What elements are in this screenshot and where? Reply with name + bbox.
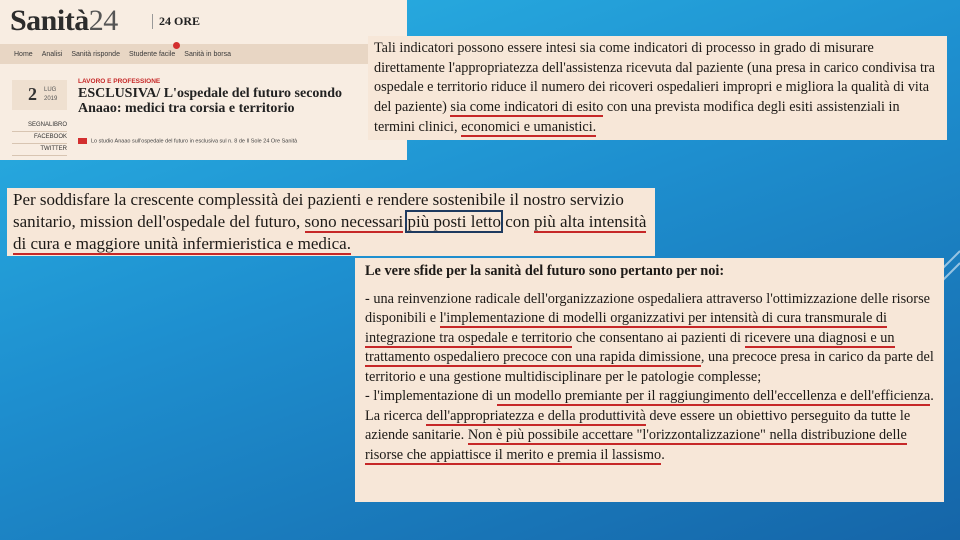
highlight-underline: dell'appropriatezza e della produttività bbox=[426, 407, 646, 424]
site-nav bbox=[0, 44, 384, 64]
facebook-link[interactable]: FACEBOOK bbox=[12, 132, 67, 144]
share-links bbox=[12, 120, 67, 156]
highlight-underline: l'implementazione di modelli organizzativi per intensità di cura transmurale di integrazione tra ospedale e territorio bbox=[365, 310, 888, 346]
quote-sfide bbox=[355, 258, 944, 502]
article-note: Lo studio Anaao sull'ospedale del futuro in esclusiva sul n. 8 de Il Sole 24 Ore Sanità bbox=[78, 138, 297, 144]
nav-item-sanita-risponde[interactable]: Sanità risponde bbox=[71, 50, 120, 58]
nav-item-home[interactable]: Home bbox=[14, 50, 33, 58]
quote-indicatori: Tali indicatori possono essere intesi sia come indicatori di processo in grado di misurare direttamente l'appropriatezza dell'assistenza ricevuta dal paziente (una presa in carico condivisa tra ospedale e territorio riduce il numero dei ricoveri ospedalieri impropri e migliora la qualità di vita del paziente) sia come indicatori di esito con una prevista modifica degli esiti assistenziali in termini clinici, economici e umanistici. bbox=[368, 36, 947, 140]
nav-item-sanita-in-borsa[interactable]: Sanità in borsa bbox=[184, 50, 231, 58]
highlight-underline: più alta intensità di cura e maggiore unità infermieristica e medica. bbox=[13, 212, 647, 253]
highlight-underline: ricevere una diagnosi e un trattamento ospedaliero precoce con una rapida dimissione bbox=[365, 329, 895, 365]
nav-item-analisi[interactable]: Analisi bbox=[41, 50, 63, 58]
article-headline[interactable]: ESCLUSIVA/ L'ospedale del futuro secondo Anaao: medici tra corsia e territorio bbox=[78, 86, 342, 116]
nav-item-studente-facile[interactable]: Studente facile bbox=[128, 50, 176, 58]
bullet-2: - l'implementazione di un modello premiante per il raggiungimento dell'eccellenza e dell'efficienza. La ricerca dell'appropriatezza e della produttività deve essere un obiettivo perseguito da tutte le aziende sanitarie. Non è più possibile accettare "l'orizzontalizzazione" nella distribuzione delle risorse che appiattisce il merito e premia il lassismo. bbox=[365, 388, 934, 463]
article-date: 2 LUG 2019 bbox=[12, 80, 67, 110]
notification-dot bbox=[173, 42, 180, 49]
quote-title: Le vere sfide per la sanità del futuro sono pertanto per noi: bbox=[365, 263, 725, 279]
highlight-underline: un modello premiante per il raggiungimento dell'eccellenza e dell'efficienza bbox=[496, 388, 931, 404]
highlight-box: più posti letto bbox=[407, 212, 501, 231]
highlight-underline: sia come indicatori di esito bbox=[450, 99, 604, 116]
bullet-1: - una reinvenzione radicale dell'organizzazione ospedaliera attraverso l'ottimizzazione delle risorse disponibili e l'implementazione di modelli organizzativi per intensità di cura transmurale di integrazione tra ospedale e territorio che consentano ai pazienti di ricevere una diagnosi e un trattamento ospedaliero precoce con una rapida dimissione, una precoce presa in carico da parte del territorio e una gestione multidisciplinare per le patologie complesse; bbox=[365, 290, 934, 385]
news-clipping bbox=[0, 0, 407, 160]
highlight-underline: economici e umanistici. bbox=[461, 118, 597, 135]
tag-icon bbox=[78, 138, 87, 144]
site-logo: Sanità24 bbox=[10, 4, 118, 37]
highlight-underline: Non è più possibile accettare "l'orizzontalizzazione" nella distribuzione delle risorse che appiattisce il merito e premia il lassismo bbox=[365, 427, 907, 463]
twitter-link[interactable]: TWITTER bbox=[12, 144, 67, 156]
publisher-logo: 24 ORE bbox=[152, 14, 200, 29]
highlight-underline: sono necessari bbox=[304, 212, 404, 231]
quote-ospedale-futuro: Per soddisfare la crescente complessità dei pazienti e rendere sostenibile il nostro servizio sanitario, mission dell'ospedale del futuro, sono necessari più posti letto con più alta intensità di cura e maggiore unità infermieristica e medica. bbox=[7, 188, 655, 256]
bookmark-link[interactable]: SEGNALIBRO bbox=[12, 120, 67, 132]
article-category: LAVORO E PROFESSIONE bbox=[78, 78, 161, 85]
